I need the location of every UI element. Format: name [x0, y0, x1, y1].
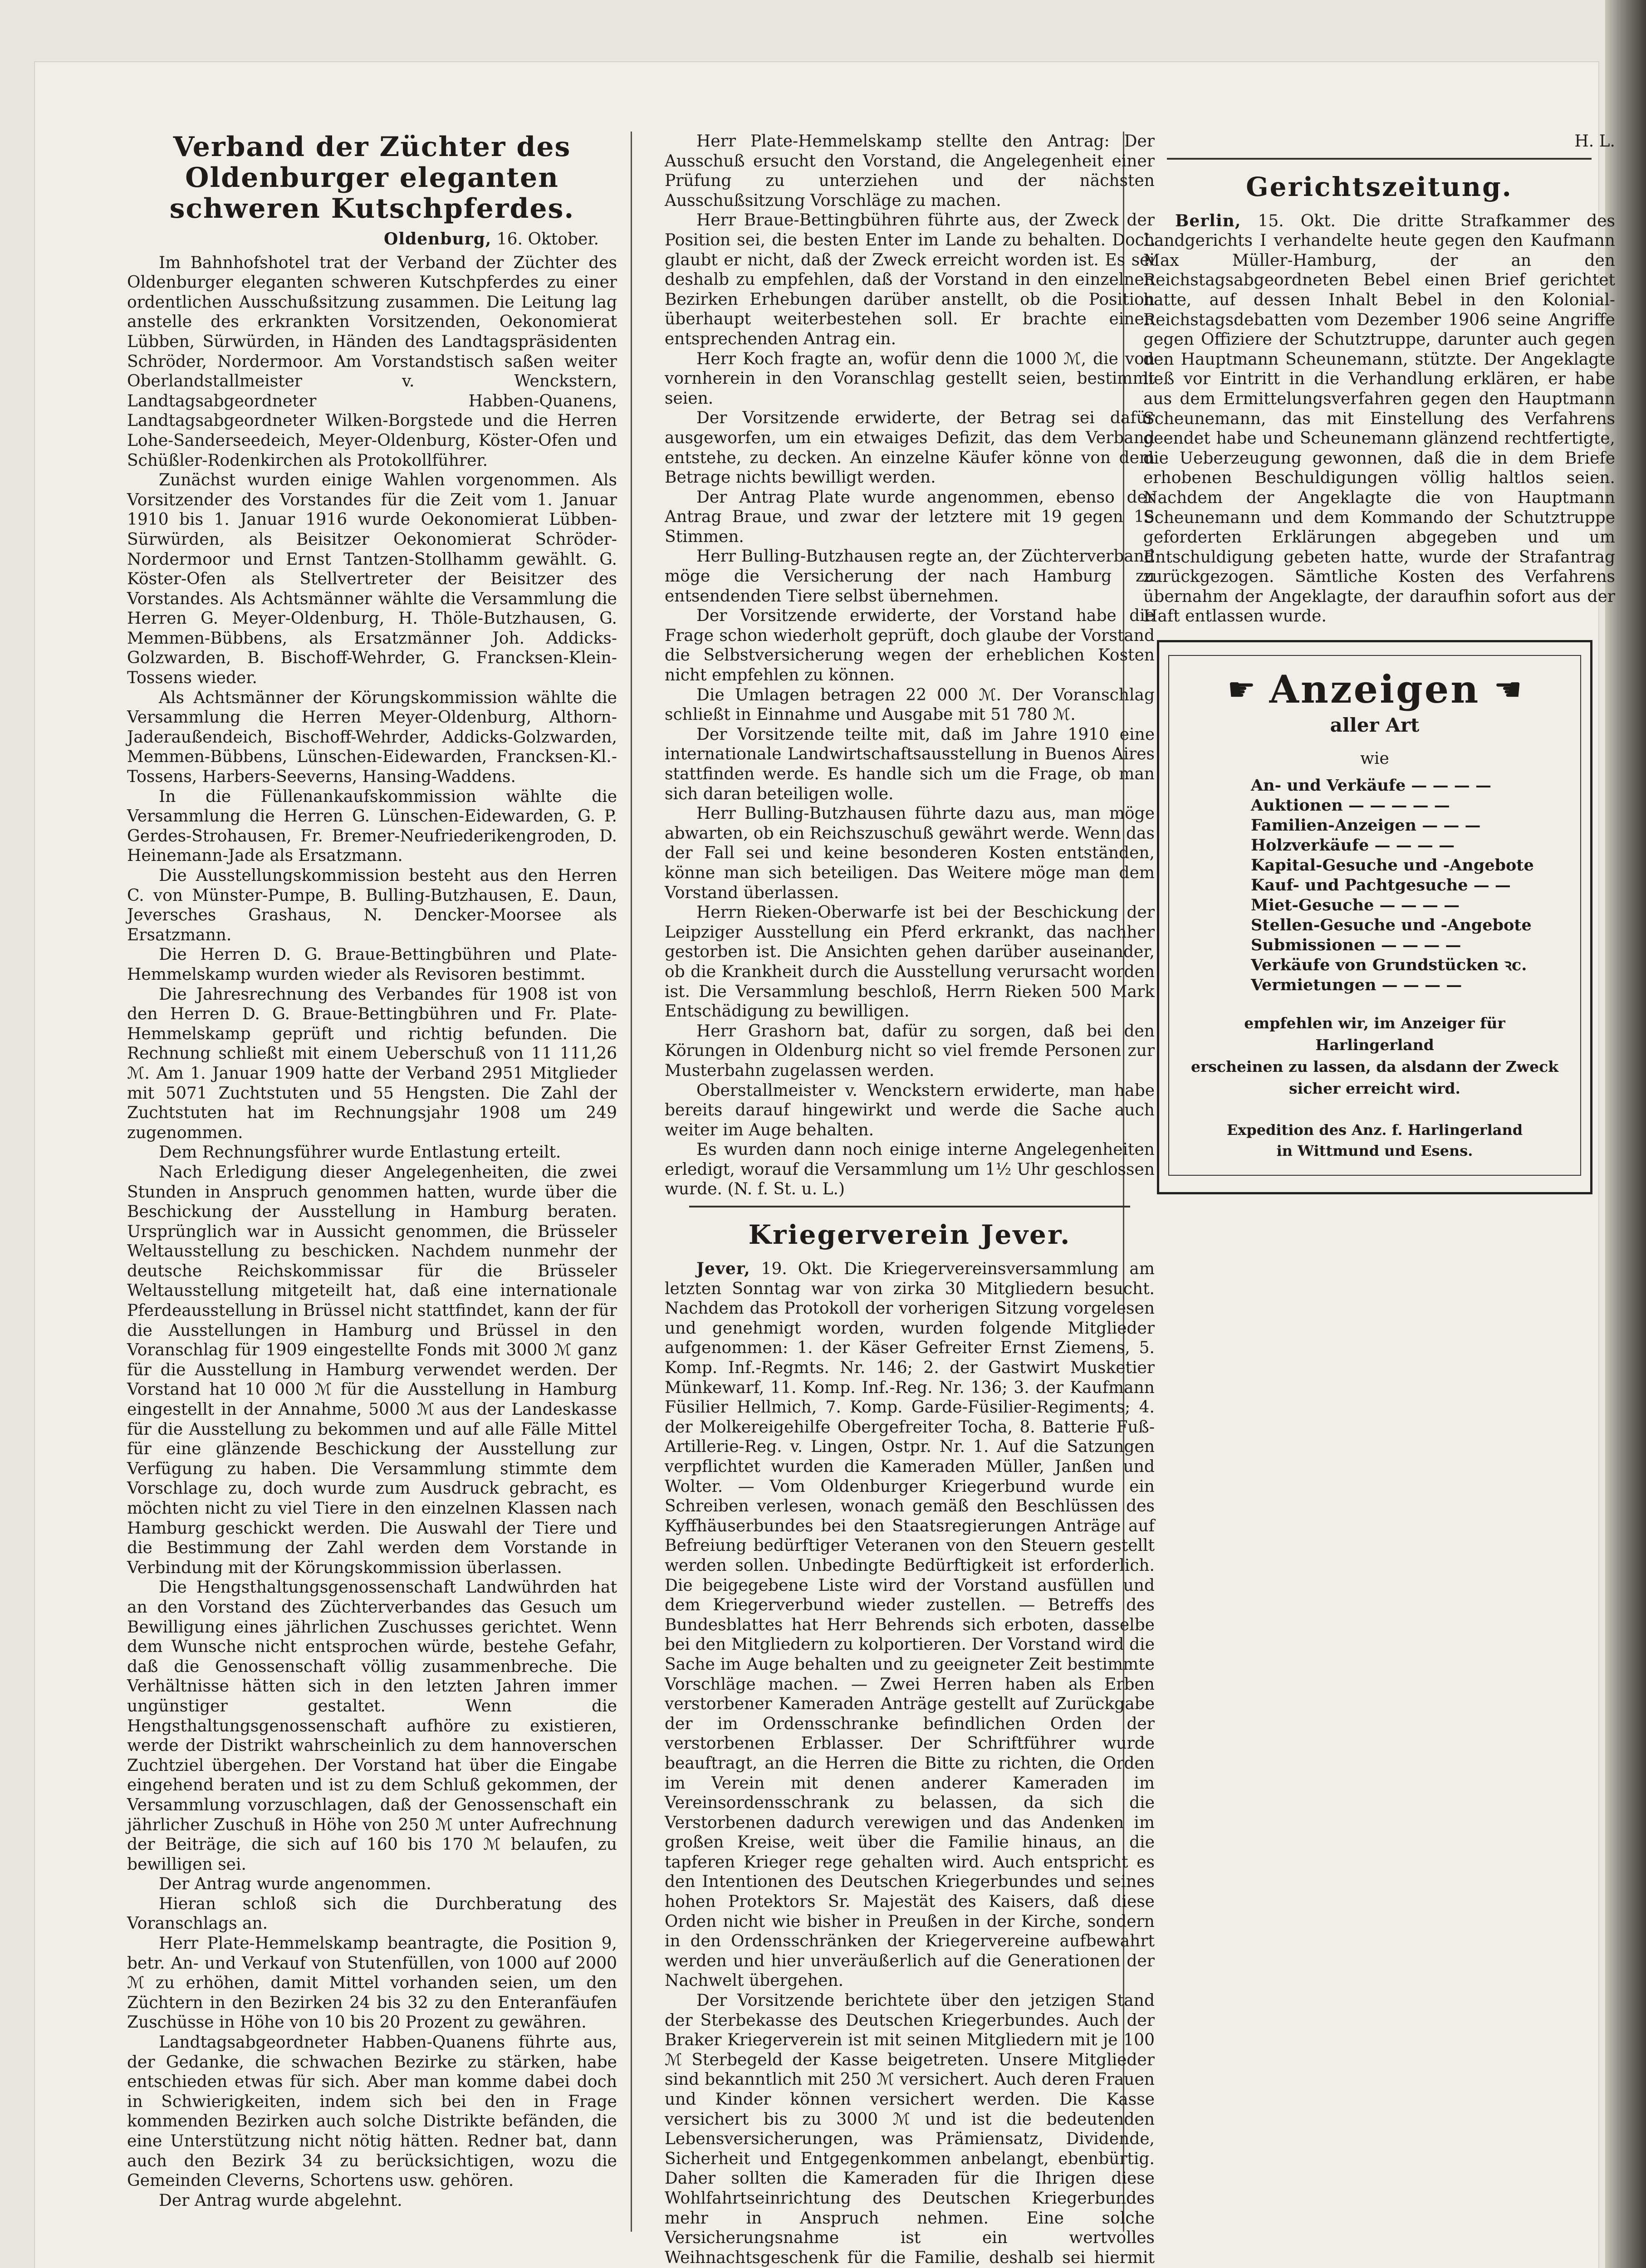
advertisement-subtitle: aller Art — [1330, 714, 1420, 737]
article-paragraph: Zunächst wurden einige Wahlen vorgenommen. Als Vorsitzender des Vorstandes für die Zeit vom 1. Januar 1910 bis 1. Januar 1916 wurde Oekonomierat Lübben-Sürwürden, als Beisitzer Oekonomierat Schröder-Nordermoor und Ernst Tantzen-Stollhamm gewählt. G. Köster-Ofen als Stellvertreter der Beisitzer des Vorstandes. Als Achtsmänner wählte die Versammlung die Herren G. Meyer-Oldenburg, H. Thöle-Butzhausen, G. Memmen-Bübbens, als Ersatzmänner Joh. Addicks-Golzwarden, B. Bischoff-Wehrder, G. Francksen-Klein-Tossens wieder. — [127, 471, 617, 688]
advertisement-wie: wie — [1360, 749, 1389, 768]
advertisement-inner-frame — [1168, 655, 1581, 1176]
list-item: Vermietungen — — — — — [1251, 976, 1462, 995]
article-headline: Gerichtszeitung. — [1246, 171, 1513, 202]
list-item: Stellen-Gesuche und -Angebote — [1251, 916, 1532, 935]
article-paragraph — [1143, 211, 1615, 626]
footer-line: erscheinen zu lassen, da alsdann der Zweck — [1190, 1058, 1559, 1076]
article-paragraph: Herr Braue-Bettingbühren führte aus, der Zweck der Position sei, die besten Enter im Lande zu behalten. Doch glaubt er nicht, daß der Zweck erreicht worden ist. Es sei deshalb zu empfehlen, daß der Vorstand in den einzelnen Bezirken Erhebungen darüber anstellt, ob die Position überhaupt weiterbestehen soll. Er brachte einen entsprechenden Antrag ein. — [665, 211, 1155, 348]
advertisement-expedition — [1183, 1119, 1567, 1161]
pointing-hand-icon: ☛ — [1227, 670, 1256, 708]
column-2 — [665, 132, 1155, 2267]
article-headline: Kriegerverein Jever. — [748, 1219, 1071, 1251]
column-rule — [631, 132, 632, 2232]
list-item: Holzverkäufe — — — — — [1251, 836, 1455, 855]
article-paragraph: Herr Plate-Hemmelskamp beantragte, die Position 9, betr. An- und Verkauf von Stutenfüllen, von 1000 auf 2000 ℳ zu erhöhen, damit Mittel vorhanden seien, um den Züchtern in den Bezirken 24 bis 32 zu den Enteranfäufen Zuschüsse in Höhe von 10 bis 20 Prozent zu gewähren. — [127, 1934, 617, 2032]
article-paragraph: In die Füllenankaufskommission wählte die Versammlung die Herren G. Lünschen-Eidewarden, G. P. Gerdes-Strohausen, Fr. Bremer-Neufriederikengroden, D. Heinemann-Jade als Ersatzmann. — [127, 787, 617, 865]
article-paragraph-text: Die dritte Strafkammer des Landgerichts I verhandelte heute gegen den Kaufmann Max Müller-Hamburg, der an den Reichstagsabgeordneten Bebel einen Brief gerichtet hatte, auf dessen Inhalt Bebel in den Kolonial-Reichstagsdebatten vom Dezember 1906 seine Angriffe gegen Offiziere der Schutztruppe, darunter auch gegen den Hauptmann Scheunemann, stützte. Der Angeklagte ließ vor Eintritt in die Verhandlung erklären, er habe aus dem Ermittelungsverfahren gegen den Hauptmann Scheunemann, das mit Einstellung des Verfahrens geendet habe und Scheunemann glänzend rechtfertigte, die Ueberzeugung gewonnen, daß die in dem Briefe erhobenen Beschuldigungen völlig haltlos seien. Nachdem der Angeklagte die von Hauptmann Scheunemann und dem Kommando der Schutztruppe geforderten Erklärungen abgegeben und um Entschuldigung gebeten hatte, wurde der Strafantrag zurückgezogen. Sämtliche Kosten des Verfahrens übernahm der Angeklagte, der daraufhin sofort aus der Haft entlassen wurde. — [1143, 211, 1615, 626]
expedition-line: Expedition des Anz. f. Harlingerland — [1226, 1121, 1523, 1139]
advertisement-header — [1183, 667, 1567, 712]
article-paragraph: Herr Grashorn bat, dafür zu sorgen, daß bei den Körungen in Oldenburg nicht so viel fremde Personen zur Musterbahn zugelassen werden. — [665, 1022, 1155, 1080]
article-paragraph: Die Jahresrechnung des Verbandes für 1908 ist von den Herren D. G. Braue-Bettingbühren und Fr. Plate-Hemmelskamp geprüft und richtig befunden. Die Rechnung schließt mit einem Ueberschuß von 11 111,26 ℳ. Am 1. Januar 1909 hatte der Verband 2951 Mitglieder mit 5071 Zuchtstuten und 55 Hengsten. Die Zahl der Zuchtstuten hat im Rechnungsjahr 1908 um 249 zugenommen. — [127, 985, 617, 1142]
article-paragraph: Der Antrag wurde abgelehnt. — [159, 2191, 402, 2210]
list-item: Kapital-Gesuche und -Angebote — [1251, 856, 1534, 875]
article-paragraph: Im Bahnhofshotel trat der Verband der Züchter des Oldenburger eleganten schweren Kutschpferdes zu einer ordentlichen Ausschußsitzung zusammen. Die Leitung lag anstelle des erkrankten Vorsitzenden, Oekonomierat Lübben, Sürwürden, in Händen des Landtagspräsidenten Schröder, Nordermoor. Am Vorstandstisch saßen weiter Oberlandstallmeister v. Wenckstern, Landtagsabgeordneter Habben-Quanens, Landtagsabgeordneter Wilken-Borgstede und die Herren Lohe-Sanderseedeich, Meyer-Oldenburg, Köster-Ofen und Schüßler-Rodenkirchen als Protokollführer. — [127, 253, 617, 470]
article-paragraph: Als Achtsmänner der Körungskommission wählte die Versammlung die Herren Meyer-Oldenburg, Althorn-Jaderaußendeich, Bischoff-Wehrder, Addicks-Golzwarden, Memmen-Bübbens, Lünschen-Eidewarden, Francksen-Kl.-Tossens, Harbers-Seeverns, Hansing-Waddens. — [127, 688, 617, 787]
list-item: Kauf- und Pachtgesuche — — — [1251, 876, 1511, 895]
dateline-date: 16. Oktober. — [496, 230, 599, 249]
list-item: An- und Verkäufe — — — — — [1251, 776, 1491, 795]
list-item: Familien-Anzeigen — — — — [1251, 816, 1481, 835]
article-paragraph: Der Vorsitzende berichtete über den jetzigen Stand der Sterbekasse des Deutschen Kriegerbundes. Auch der Braker Kriegerverein ist mit seinen Mitgliedern mit je 100 ℳ Sterbegeld der Kasse beigetreten. Unsere Mitglieder sind bekanntlich mit 250 ℳ versichert. Auch deren Frauen und Kinder können versichert werden. Die Kasse versichert bis zu 3000 ℳ und ist die bedeutenden Lebensversicherungen, was Prämiensatz, Dividende, Sicherheit und Entgegenkommen anbelangt, ebenbürtig. Daher sollten die Kameraden für die Ihrigen diese Wohlfahrtseinrichtung des Deutschen Kriegerbundes mehr in Anspruch nehmen. Eine solche Versicherungsnahme ist ein wertvolles Weihnachtsgeschenk für die Familie, deshalb sei hiermit — [665, 1991, 1155, 2267]
expedition-line: in Wittmund und Esens. — [1276, 1142, 1473, 1160]
article-separator — [689, 1206, 1130, 1207]
article-paragraph: Nach Erledigung dieser Angelegenheiten, die zwei Stunden in Anspruch genommen hatten, wurde über die Beschickung der Ausstellung in Hamburg beraten. Ursprünglich war in Aussicht genommen, die Brüsseler Weltausstellung zu beschicken. Nachdem nunmehr der deutsche Reichskommissar für die Brüsseler Weltausstellung mitgeteilt hat, daß eine internationale Pferdeausstellung in Brüssel nicht stattfindet, kann der für die Ausstellungen in Hamburg und Brüssel in den Voranschlag für 1909 eingestellte Fonds mit 3000 ℳ ganz für die Ausstellung in Hamburg verwendet werden. Der Vorstand hat 10 000 ℳ für die Ausstellung in Hamburg eingestellt in der Annahme, 5000 ℳ aus der Landeskasse für die Ausstellung zu bekommen und auf alle Fälle Mittel für eine glänzende Beschickung der Ausstellung zur Verfügung zu haben. Die Versammlung stimmte dem Vorschlage zu, doch wurde zum Ausdruck gebracht, es möchten nicht zu viel Tiere in den einzelnen Klassen nach Hamburg geschickt werden. Die Auswahl der Tiere und die Bestimmung der Zahl werden dem Vorstande in Verbindung mit der Körungskommission überlassen. — [127, 1163, 617, 1577]
article-paragraph: Der Antrag Plate wurde angenommen, ebenso der Antrag Braue, und zwar der letztere mit 19 gegen 15 Stimmen. — [665, 488, 1155, 546]
list-item: Verkäufe von Grundstücken ꝛc. — [1251, 956, 1527, 975]
article-paragraph: Herr Bulling-Butzhausen regte an, der Züchterverband möge die Versicherung der nach Hamburg zu entsendenden Tiere selbst übernehmen. — [665, 547, 1155, 606]
column-3 — [1143, 132, 1615, 2232]
list-item: Submissionen — — — — — [1251, 936, 1461, 955]
article-paragraph: Herr Plate-Hemmelskamp stellte den Antrag: Der Ausschuß ersucht den Vorstand, die Angelegenheit einer Prüfung zu unterziehen und der nächsten Ausschußsitzung Vorschläge zu machen. — [665, 132, 1155, 210]
dateline-city: Oldenburg, — [384, 230, 492, 249]
advertisement-footer — [1183, 1012, 1567, 1100]
article-paragraph: Herr Bulling-Butzhausen führte dazu aus, man möge abwarten, ob ein Reichszuschuß gewährt werde. Wenn das der Fall sei und keine besonderen Kosten entständen, könne man sich beteiligen. Das Weitere möge man dem Vorstand überlassen. — [665, 804, 1155, 902]
dateline-city: Berlin, — [1175, 211, 1241, 230]
article-paragraph: Hieran schloß sich die Durchberatung des Voranschlags an. — [127, 1894, 617, 1933]
article-paragraph: Der Vorsitzende erwiderte, der Betrag sei dafür ausgeworfen, um ein etwaiges Defizit, das dem Verband entstehe, zu decken. An einzelne Käufer könne von dem Betrage nichts bewilligt werden. — [665, 409, 1155, 487]
advertisement-box — [1157, 640, 1592, 1194]
pointing-hand-icon: ☚ — [1494, 670, 1523, 708]
footer-line: sicher erreicht wird. — [1288, 1080, 1461, 1098]
list-item: Auktionen — — — — — — [1251, 796, 1450, 815]
article-paragraph: Die Herren D. G. Braue-Bettingbühren und Plate-Hemmelskamp wurden wieder als Revisoren bestimmt. — [127, 945, 617, 984]
article-paragraph: Es wurden dann noch einige interne Angelegenheiten erledigt, worauf die Versammlung um 1½ Uhr geschlossen wurde. (N. f. St. u. L.) — [665, 1140, 1155, 1199]
list-item: Miet-Gesuche — — — — — [1251, 896, 1460, 915]
article-dateline — [127, 230, 599, 249]
article-paragraph — [665, 1259, 1155, 1991]
dateline-date: 19. Okt. — [761, 1260, 833, 1279]
footer-line: empfehlen wir, im Anzeiger für Harlingerland — [1244, 1014, 1505, 1054]
article-paragraph: Oberstallmeister v. Wenckstern erwiderte, man habe bereits darauf hingewirkt und werde die Sache auch weiter im Auge behalten. — [665, 1081, 1155, 1139]
advertisement-title: Anzeigen — [1269, 667, 1480, 712]
article-separator — [1167, 158, 1592, 160]
advertisement-list — [1251, 776, 1567, 995]
article-paragraph: Der Vorsitzende teilte mit, daß im Jahre 1910 eine internationale Landwirtschaftsausstellung in Buenos Aires stattfinden werde. Es handle sich um die Frage, ob man sich daran beteiligen wolle. — [665, 725, 1155, 803]
article-paragraph-text: Die Kriegervereinsversammlung am letzten Sonntag war von zirka 30 Mitgliedern besucht. Nachdem das Protokoll der vorherigen Sitzung vorgelesen und genehmigt worden, wurden folgende Mitglieder aufgenommen: 1. der Käser Gefreiter Ernst Ziemens, 5. Komp. Inf.-Regmts. Nr. 146; 2. der Gastwirt Musketier Münkewarf, 11. Komp. Inf.-Reg. Nr. 136; 3. der Kaufmann Füsilier Hellmich, 7. Komp. Garde-Füsilier-Regiments; 4. der Molkereigehilfe Obergefreiter Tocha, 8. Batterie Fuß-Artillerie-Reg. v. Lingen, Ostpr. Nr. 1. Auf die Satzungen verpflichtet wurden die Kameraden Müller, Janßen und Wolter. — Vom Oldenburger Kriegerbund wurde ein Schreiben verlesen, wonach gemäß den Beschlüssen des Kyffhäuserbundes bei den Staatsregierungen Anträge auf Befreiung bedürftiger Veteranen von den Steuern gestellt werden sollen. Unbedingte Bedürftigkeit ist erforderlich. Die beigegebene Liste wird der Vorstand ausfüllen und dem Kriegerverbund wieder zustellen. — Betreffs des Bundesblattes hat Herr Behrends sich erboten, dasselbe bei den Mitgliedern zu kolportieren. Der Vorstand wird die Sache im Auge behalten und zu geeigneter Zeit bestimmte Vorschläge machen. — Zwei Herren haben als Erben verstorbener Kameraden Anträge gestellt auf Zurückgabe der im Ordensschranke befindlichen Orden der verstorbenen Erblasser. Der Schriftführer wurde beauftragt, an die Herren die Bitte zu richten, die Orden im Verein mit denen anderer Kameraden im Vereinsordensschrank zu belassen, da sich die Verstorbenen dadurch verewigen und das Andenken im großen Kreise, weit über die Familie hinaus, an die tapferen Krieger rege gehalten wird. Auch entspricht es den Intentionen des Deutschen Kriegerbundes und seines hohen Protektors Sr. Majestät des Kaisers, daß diese Orden nicht wie bisher in Preußen in der Kirche, sondern in den Ordensschränken der Kriegervereine aufbewahrt werden und hier unveräußerlich auf die Generationen der Nachwelt übergehen. — [665, 1260, 1155, 1990]
dateline-date: 15. Okt. — [1258, 211, 1336, 230]
article-paragraph: Landtagsabgeordneter Habben-Quanens führte aus, der Gedanke, die schwachen Bezirke zu stärken, habe entschieden etwas für sich. Aber man komme dabei doch in Schwierigkeiten, indem sich bei den in Frage kommenden Bezirken auch solche Distrikte befänden, die eine Unterstützung nicht nötig hätten. Redner bat, dann auch den Bezirk 34 zu berücksichtigen, wozu die Gemeinden Cleverns, Schortens usw. gehören. — [127, 2033, 617, 2190]
article-paragraph: Herrn Rieken-Oberwarfe ist bei der Beschickung der Leipziger Ausstellung ein Pferd erkrankt, das nachher gestorben ist. Die Ansichten gehen darüber auseinander, ob die Krankheit durch die Ausstellung verursacht worden ist. Die Versammlung beschloß, Herrn Rieken 500 Mark Entschädigung zu bewilligen. — [665, 903, 1155, 1021]
article-paragraph: Die Hengsthaltungsgenossenschaft Landwührden hat an den Vorstand des Züchterverbandes das Gesuch um Bewilligung eines jährlichen Zuschusses gerichtet. Wenn dem Wunsche nicht entsprochen würde, bestehe Gefahr, daß die Genossenschaft völlig zusammenbreche. Die Verhältnisse hätten sich in den letzten Jahren immer ungünstiger gestaltet. Wenn die Hengsthaltungsgenossenschaft aufhöre zu existieren, werde der Distrikt wahrscheinlich zu dem hannoverschen Zuchtziel übergehen. Der Vorstand hat über die Eingabe eingehend beraten und ist zu dem Schluß gekommen, der Versammlung vorzuschlagen, daß der Genossenschaft ein jährlicher Zuschuß in Höhe von 250 ℳ unter Aufrechnung der Beiträge, die sich auf 160 bis 170 ℳ belaufen, zu bewilligen sei. — [127, 1578, 617, 1874]
article-paragraph: Dem Rechnungsführer wurde Entlastung erteilt. — [159, 1143, 561, 1162]
article-headline: Verband der Züchter des Oldenburger eleganten schweren Kutschpferdes. — [169, 131, 575, 225]
article-paragraph: Die Ausstellungskommission besteht aus den Herren C. von Münster-Pumpe, B. Bulling-Butzhausen, E. Daun, Jeversches Grashaus, N. Dencker-Moorsee als Ersatzmann. — [127, 866, 617, 944]
article-paragraph: Der Vorsitzende erwiderte, der Vorstand habe die Frage schon wiederholt geprüft, doch glaube der Vorstand die Selbstversicherung wegen der erheblichen Kosten nicht empfehlen zu können. — [665, 606, 1155, 685]
article-signature: H. L. — [1574, 132, 1615, 151]
article-paragraph: Herr Koch fragte an, wofür denn die 1000 ℳ, die von vornherein in den Voranschlag gestellt seien, bestimmt seien. — [665, 349, 1155, 408]
column-1 — [127, 132, 617, 2232]
article-paragraph: Der Antrag wurde angenommen. — [159, 1875, 431, 1894]
article-paragraph: Die Umlagen betragen 22 000 ℳ. Der Voranschlag schließt in Einnahme und Ausgabe mit 51 780 ℳ. — [665, 685, 1155, 724]
dateline-city: Jever, — [696, 1259, 750, 1279]
